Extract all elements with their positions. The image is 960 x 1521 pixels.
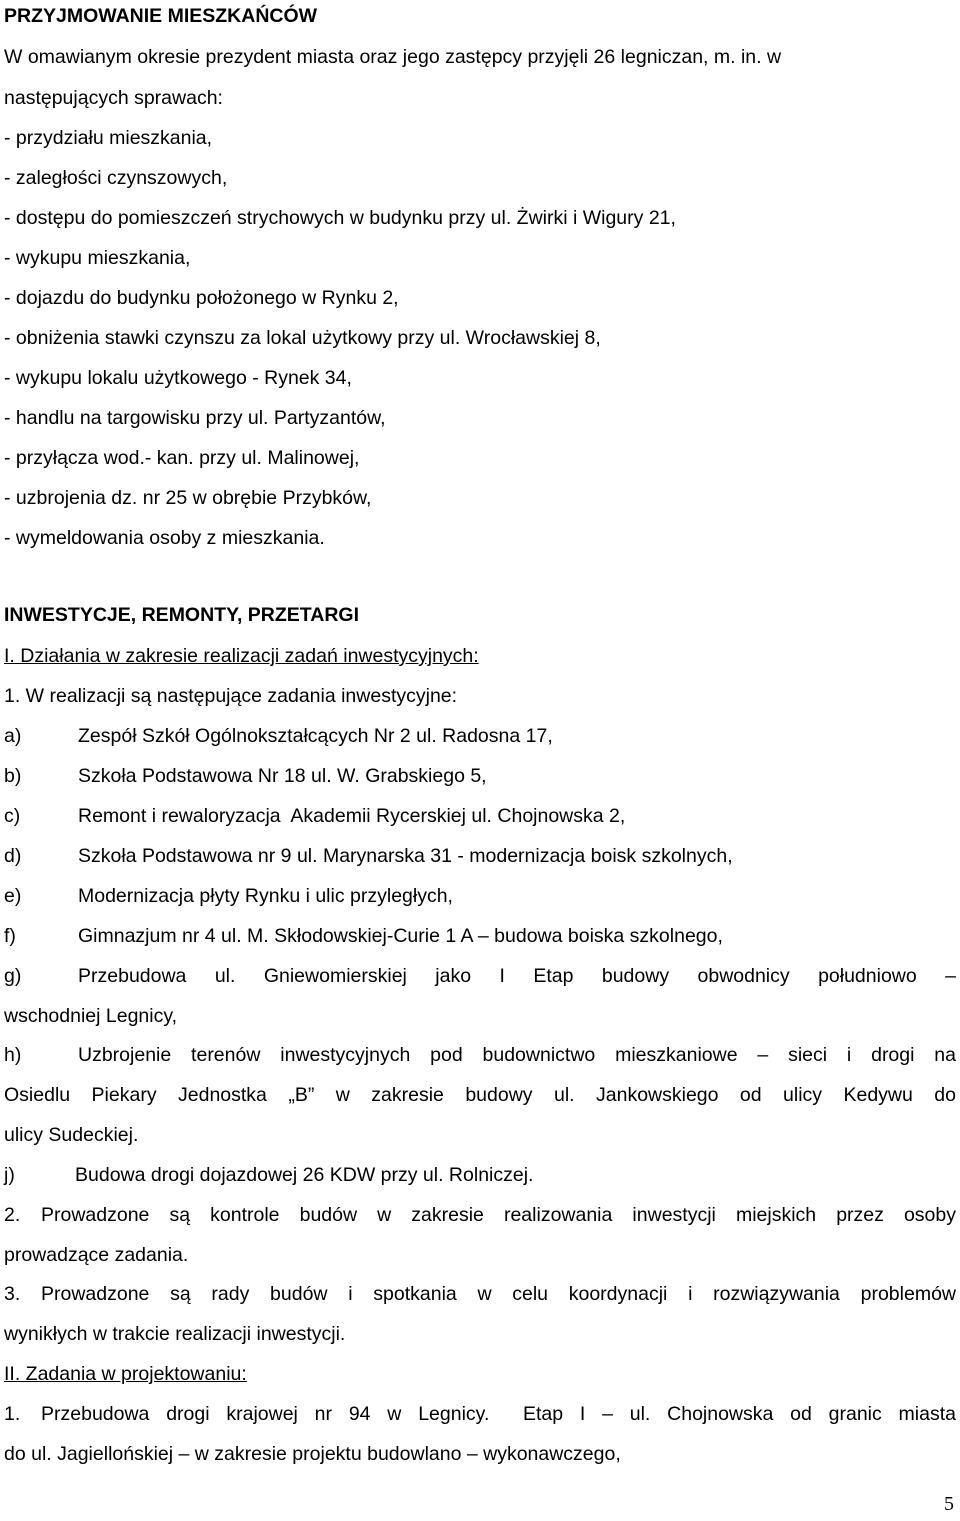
point-text: Prowadzone są rady budów i spotkania w celu koordynacji i rozwiązywania problemów	[41, 1283, 956, 1305]
intro-line-1: W omawianym okresie prezydent miasta oraz jego zastępcy przyjęli 26 legniczan, m. in. w	[4, 46, 782, 68]
design-point-1-line-2: do ul. Jagiellońskiej – w zakresie projektu budowlano – wykonawczego,	[4, 1443, 621, 1465]
point-3-line-1	[4, 1282, 956, 1306]
list-item: - przydziału mieszkania,	[4, 127, 213, 149]
list-item: - wykupu lokalu użytkowego - Rynek 34,	[4, 367, 352, 389]
task-h-line-3: ulicy Sudeckiej.	[4, 1124, 139, 1146]
task-item	[4, 884, 453, 908]
list-item: - obniżenia stawki czynszu za lokal użytkowy przy ul. Wrocławskiej 8,	[4, 327, 601, 349]
subheading-investment-tasks: I. Działania w zakresie realizacji zadań inwestycyjnych:	[4, 645, 479, 667]
task-g-line-2: wschodniej Legnicy,	[4, 1005, 178, 1027]
list-item: - wykupu mieszkania,	[4, 247, 191, 269]
task-text: Modernizacja płyty Rynku i ulic przyległych,	[78, 885, 453, 907]
task-item	[4, 724, 553, 748]
task-g-line-1	[4, 964, 956, 988]
list-item: - przyłącza wod.- kan. przy ul. Malinowej,	[4, 447, 360, 469]
subheading-design-tasks: II. Zadania w projektowaniu:	[4, 1363, 247, 1385]
point-text: Przebudowa drogi krajowej nr 94 w Legnicy. Etap I – ul. Chojnowska od granic miasta	[41, 1403, 956, 1425]
task-item	[4, 1163, 533, 1187]
task-label: g)	[4, 965, 22, 987]
page-number: 5	[944, 1493, 954, 1515]
task-label: d)	[4, 845, 22, 867]
task-item	[4, 924, 723, 948]
task-label: f)	[4, 925, 16, 947]
task-text: Szkoła Podstawowa Nr 18 ul. W. Grabskiego 5,	[78, 765, 487, 787]
task-text: Budowa drogi dojazdowej 26 KDW przy ul. Rolniczej.	[75, 1164, 534, 1186]
task-label: e)	[4, 885, 22, 907]
list-item: - wymeldowania osoby z mieszkania.	[4, 527, 325, 549]
task-label: a)	[4, 725, 22, 747]
point-number: 3.	[4, 1283, 21, 1305]
point-number: 1.	[4, 1403, 21, 1425]
task-text: Remont i rewaloryzacja Akademii Rycerskiej ul. Chojnowska 2,	[78, 805, 626, 827]
task-text: Uzbrojenie terenów inwestycyjnych pod budownictwo mieszkaniowe – sieci i drogi na	[78, 1044, 956, 1066]
section-heading-investments: INWESTYCJE, REMONTY, PRZETARGI	[4, 604, 359, 626]
list-item: - zaległości czynszowych,	[4, 167, 228, 189]
task-label: c)	[4, 805, 21, 827]
point-2-line-1	[4, 1203, 956, 1227]
point-3-line-2: wynikłych w trakcie realizacji inwestycji.	[4, 1323, 346, 1345]
intro-line-2: następujących sprawach:	[4, 87, 223, 109]
task-item	[4, 804, 625, 828]
task-h-line-2: Osiedlu Piekary Jednostka „B” w zakresie budowy ul. Jankowskiego od ulicy Kedywu do	[4, 1084, 956, 1106]
design-point-1-line-1	[4, 1402, 956, 1426]
task-label: j)	[4, 1164, 15, 1186]
point-number: 2.	[4, 1204, 21, 1226]
task-label: h)	[4, 1044, 22, 1066]
list-item: - handlu na targowisku przy ul. Partyzantów,	[4, 407, 386, 429]
task-text: Zespół Szkół Ogólnokształcących Nr 2 ul. Radosna 17,	[78, 725, 553, 747]
task-label: b)	[4, 765, 22, 787]
point-2-line-2: prowadzące zadania.	[4, 1244, 189, 1266]
point-text: Prowadzone są kontrole budów w zakresie realizowania inwestycji miejskich przez osoby	[41, 1204, 956, 1226]
task-item	[4, 844, 733, 868]
section-heading-residents: PRZYJMOWANIE MIESZKAŃCÓW	[4, 5, 318, 27]
task-item	[4, 764, 487, 788]
task-text: Gimnazjum nr 4 ul. M. Skłodowskiej-Curie 1 A – budowa boiska szkolnego,	[78, 925, 723, 947]
list-item: - dostępu do pomieszczeń strychowych w budynku przy ul. Żwirki i Wigury 21,	[4, 207, 676, 229]
task-h-line-1	[4, 1043, 956, 1067]
point-1: 1. W realizacji są następujące zadania inwestycyjne:	[4, 685, 458, 707]
list-item: - dojazdu do budynku położonego w Rynku 2,	[4, 287, 399, 309]
list-item: - uzbrojenia dz. nr 25 w obrębie Przybków,	[4, 487, 372, 509]
task-text: Szkoła Podstawowa nr 9 ul. Marynarska 31 - modernizacja boisk szkolnych,	[78, 845, 733, 867]
task-text: Przebudowa ul. Gniewomierskiej jako I Etap budowy obwodnicy południowo –	[78, 965, 956, 987]
